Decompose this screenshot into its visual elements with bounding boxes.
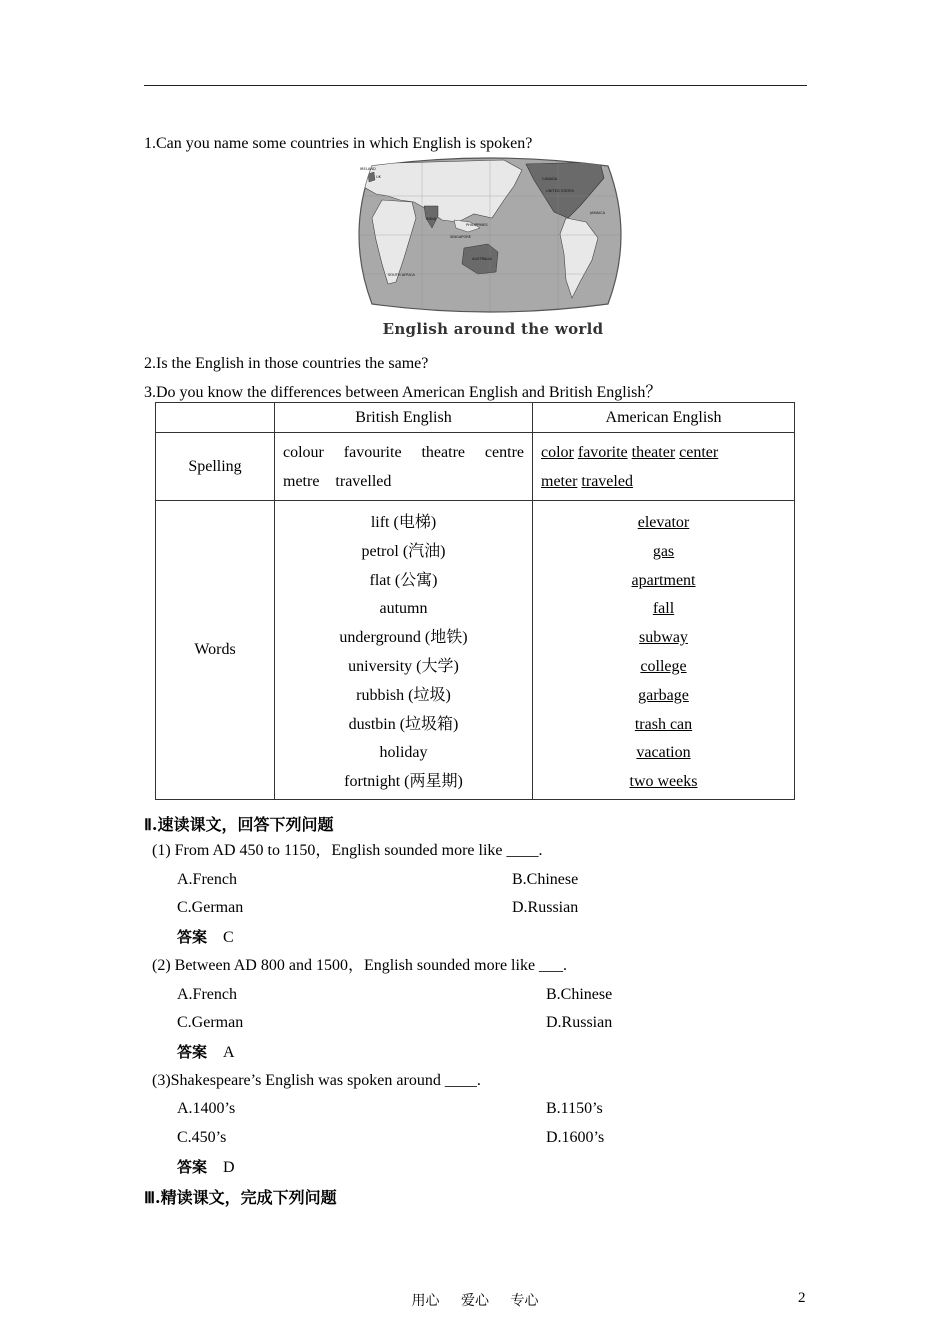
world-map-figure — [354, 156, 626, 314]
british-word: holiday — [379, 744, 428, 762]
section-2-heading — [144, 812, 333, 835]
american-word — [533, 595, 794, 624]
map-label-jamaica: JAMAICA — [590, 211, 606, 215]
section-2-title: .速读课文，回答下列问题 — [151, 815, 334, 834]
option: B.1150’s — [546, 1100, 603, 1117]
american-word — [533, 653, 794, 682]
british-word: fortnight (两星期) — [344, 773, 463, 791]
answer-line — [177, 1157, 235, 1178]
answer-label: 答案 — [177, 1158, 208, 1176]
spelling-row — [156, 433, 795, 501]
british-word: autumn — [379, 600, 428, 618]
header-american: American English — [533, 403, 795, 433]
page-number: 2 — [798, 1290, 806, 1306]
map-label-ireland: IRELAND — [360, 167, 376, 171]
british-spelling-word: theatre — [421, 443, 465, 461]
british-word: rubbish (垃圾) — [356, 686, 451, 704]
words-american — [533, 501, 795, 800]
footer-text: 专心 — [510, 1294, 539, 1309]
option: A.French — [177, 986, 237, 1003]
american-spelling-word: center — [679, 443, 719, 461]
british-spelling-word: centre — [484, 443, 524, 461]
option: C.German — [177, 899, 244, 916]
words-label: Words — [156, 501, 275, 800]
answer-line — [177, 1042, 235, 1063]
table-header-row — [156, 403, 795, 433]
map-label-philippines: PHILIPPINES — [466, 223, 488, 227]
british-spelling-word: favourite — [343, 443, 402, 461]
option: D.Russian — [512, 899, 579, 916]
section-3-title: .精读课文，完成下列问题 — [155, 1188, 337, 1207]
answer-value: A — [223, 1044, 235, 1061]
question-1: 1.Can you name some countries in which English is spoken? — [144, 135, 533, 152]
answer-value: C — [223, 929, 234, 946]
header-rule — [144, 85, 807, 86]
map-label-singapore: SINGAPORE — [450, 235, 472, 239]
american-word-text: two weeks — [629, 773, 698, 791]
american-spelling-word: color — [541, 443, 574, 461]
option: A.French — [177, 871, 237, 888]
footer-text: 用心 — [411, 1294, 440, 1309]
option: B.Chinese — [512, 871, 579, 888]
map-caption: English around the world — [382, 320, 604, 338]
footer-text: 爱心 — [461, 1294, 489, 1309]
american-spelling-word: meter — [541, 472, 578, 490]
british-word: university (大学) — [348, 657, 459, 675]
answer-value: D — [223, 1159, 235, 1176]
spelling-british-line-2: metre travelled — [283, 472, 392, 490]
header-empty — [156, 403, 275, 433]
spelling-label: Spelling — [156, 433, 275, 501]
american-word — [533, 567, 794, 596]
american-word — [533, 538, 794, 567]
words-british — [275, 501, 533, 800]
american-word-text: fall — [652, 600, 675, 618]
american-word-text: apartment — [631, 571, 696, 589]
american-word-text: trash can — [634, 715, 693, 733]
words-row — [156, 501, 795, 800]
world-map — [354, 156, 626, 314]
question-2: 2.Is the English in those countries the same? — [144, 355, 429, 372]
option: D.Russian — [546, 1014, 613, 1031]
british-word: flat (公寓) — [369, 571, 438, 589]
british-word: lift (电梯) — [370, 514, 437, 531]
spelling-british — [275, 433, 533, 501]
american-spelling-word: theater — [631, 443, 676, 461]
map-label-india: INDIA — [426, 217, 437, 221]
answer-label: 答案 — [177, 928, 208, 946]
map-label-australia: AUSTRALIA — [472, 257, 492, 261]
question-item-1: (1) From AD 450 to 1150，English sounded more like ____. — [152, 842, 543, 859]
british-word: petrol (汽油) — [361, 542, 446, 560]
american-word — [533, 509, 794, 538]
header-british: British English — [275, 403, 533, 433]
option: D.1600’s — [546, 1129, 605, 1146]
american-word-text: garbage — [638, 686, 689, 704]
spelling-american-line-1 — [533, 438, 794, 467]
option: C.German — [177, 1014, 244, 1031]
american-word-text: gas — [652, 542, 675, 560]
section-2-number: Ⅱ — [144, 817, 152, 834]
map-label-usa: UNITED STATES — [546, 189, 574, 193]
american-word — [533, 711, 794, 740]
spelling-american-line-2 — [533, 467, 794, 496]
answer-line — [177, 927, 234, 948]
question-item-2: (2) Between AD 800 and 1500，English sounded more like ___. — [152, 957, 568, 974]
map-label-uk: UK — [376, 175, 381, 179]
british-word: dustbin (垃圾箱) — [348, 715, 459, 733]
american-spelling-word: traveled — [581, 472, 633, 490]
american-word-text: subway — [639, 629, 688, 647]
option: A.1400’s — [177, 1100, 236, 1117]
question-item-3: (3)Shakespeare’s English was spoken around ____. — [152, 1072, 481, 1089]
answer-label: 答案 — [177, 1043, 208, 1061]
option: B.Chinese — [546, 986, 613, 1003]
american-word-text: college — [640, 657, 687, 675]
american-word — [533, 682, 794, 711]
american-word-text: vacation — [636, 744, 691, 762]
american-word — [533, 624, 794, 653]
map-label-canada: CANADA — [542, 177, 558, 181]
page-footer — [0, 1290, 950, 1310]
british-words-list — [275, 501, 532, 797]
british-spelling-word: colour — [283, 443, 324, 461]
option: C.450’s — [177, 1129, 227, 1146]
british-word: underground (地铁) — [339, 629, 468, 647]
american-word — [533, 739, 794, 768]
comparison-table — [155, 402, 795, 800]
spelling-british-line-1 — [275, 438, 532, 467]
map-label-south-africa: SOUTH AFRICA — [388, 273, 415, 277]
american-word — [533, 768, 794, 797]
section-3-number: Ⅲ — [144, 1190, 156, 1207]
spelling-american — [533, 433, 795, 501]
american-words-list — [533, 501, 794, 797]
american-word-text: elevator — [637, 514, 690, 531]
question-3: 3.Do you know the differences between American English and British English？ — [144, 384, 662, 401]
section-3-heading — [144, 1185, 337, 1208]
american-spelling-word: favorite — [577, 443, 628, 461]
